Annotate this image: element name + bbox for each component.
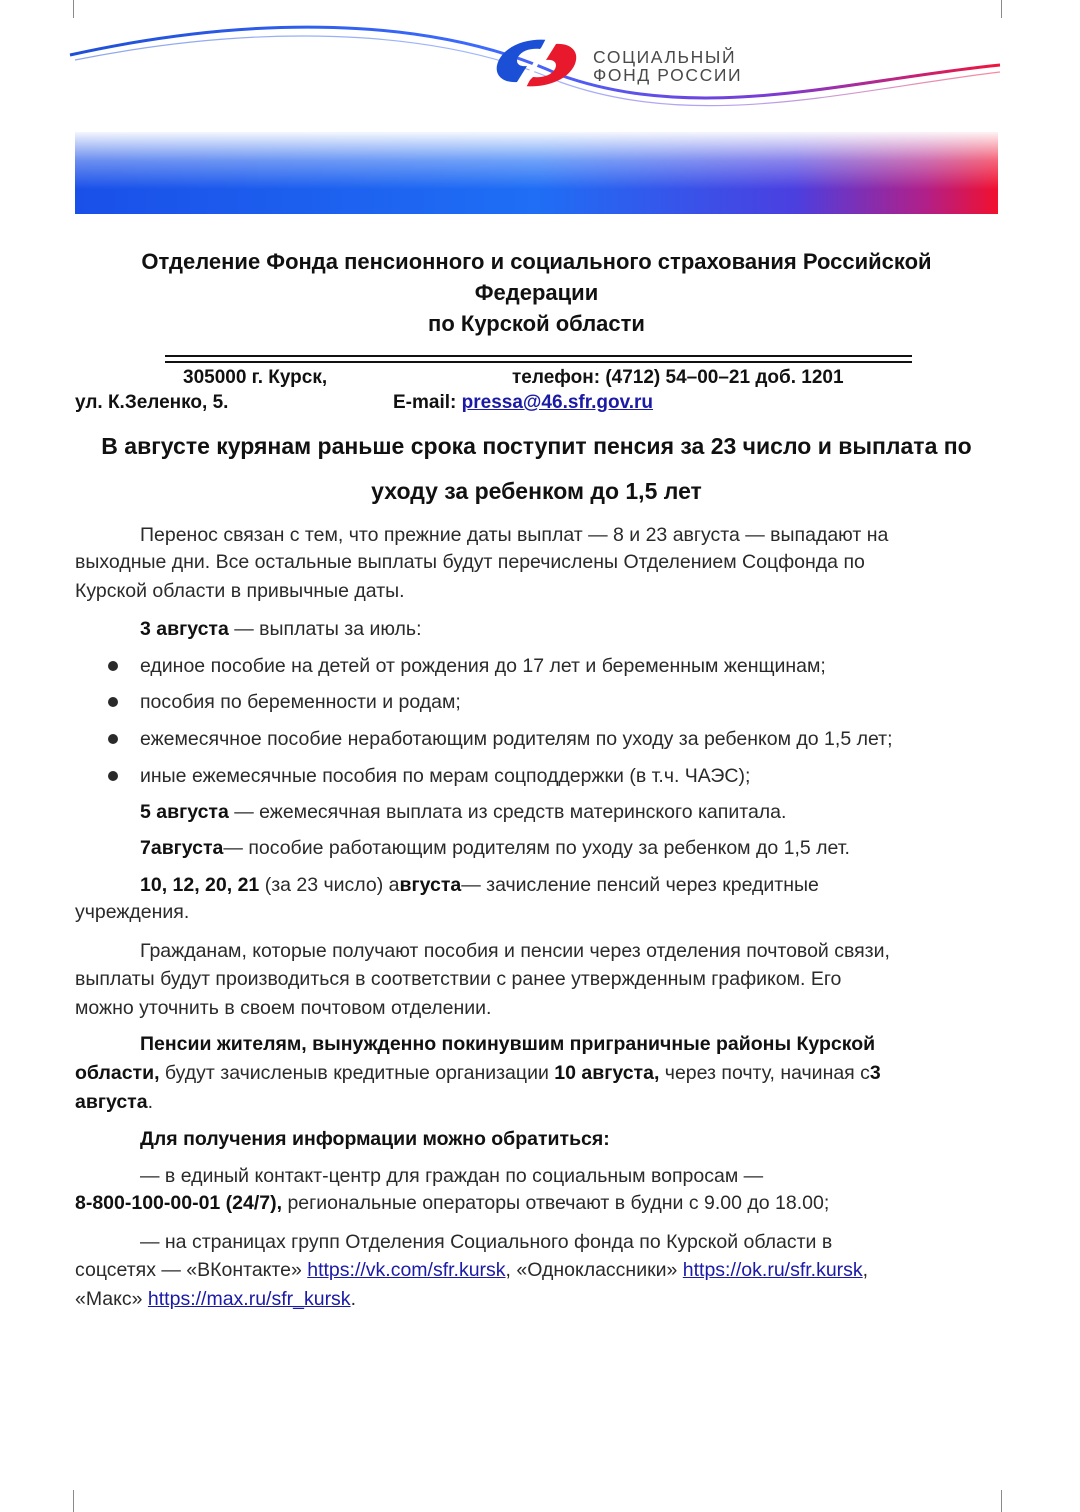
org-line3: по Курской области <box>428 311 645 336</box>
sfr-logo-icon <box>497 40 577 87</box>
aug7-line <box>140 834 850 862</box>
email-line <box>393 392 653 414</box>
social-line2 <box>75 1256 868 1284</box>
header-banner <box>0 0 1080 225</box>
aug7-text: — пособие работающим родителям по уходу за ребенком до 1,5 лет. <box>223 837 850 859</box>
email-label: E-mail: <box>393 392 457 413</box>
border-end: . <box>147 1091 153 1113</box>
post-line1: Гражданам, которые получают пособия и пенсии через отделения почтовой связи, <box>140 940 890 962</box>
bullet-icon <box>108 734 118 744</box>
aug5-line <box>140 798 786 826</box>
list-item: единое пособие на детей от рождения до 17 лет и беременным женщинам; <box>140 655 826 677</box>
org-line1: Отделение Фонда пенсионного и социального страхования Российской <box>141 249 932 274</box>
bullet-icon <box>108 661 118 671</box>
contact-line2 <box>75 1189 829 1217</box>
ok-link[interactable]: https://ok.ru/sfr.kursk <box>682 1259 863 1281</box>
border-bold2: области, <box>75 1062 160 1084</box>
list-item: иные ежемесячные пособия по мерам соцподдержки (в т.ч. ЧАЭС); <box>140 765 751 787</box>
vk-link[interactable]: https://vk.com/sfr.kursk <box>307 1259 506 1281</box>
pensions-month: вгуста <box>399 874 462 896</box>
border-text3: через почту, начиная с <box>659 1062 870 1084</box>
pensions-line2: учреждения. <box>75 901 190 923</box>
phone-number: телефон: (4712) 54–00–21 доб. 1201 <box>512 367 844 388</box>
logo-wordmark <box>593 48 793 84</box>
max-link[interactable]: https://max.ru/sfr_kursk <box>147 1288 351 1310</box>
crop-mark <box>73 1490 74 1512</box>
social-text-b: , «Одноклассники» <box>505 1259 683 1281</box>
social-line3 <box>75 1285 356 1313</box>
social-text-e: . <box>350 1288 356 1310</box>
aug3-line <box>140 615 422 643</box>
post-line3: можно уточнить в своем почтовом отделении. <box>75 997 492 1019</box>
list-item: ежемесячное пособие неработающим родителям по уходу за ребенком до 1,5 лет; <box>140 728 893 750</box>
logo-line1: СОЦИАЛЬНЫЙ <box>593 47 737 67</box>
crop-mark <box>1001 1490 1002 1512</box>
pensions-text: — зачисление пенсий через кредитные <box>461 874 819 896</box>
pensions-paren: (за 23 число) а <box>259 874 400 896</box>
headline-line2: уходу за ребенком до 1,5 лет <box>371 478 702 504</box>
logo-line2: ФОНД РОССИИ <box>593 65 743 85</box>
social-line1: — на страницах групп Отделения Социального фонда по Курской области в <box>140 1231 833 1253</box>
intro-line3: Курской области в привычные даты. <box>75 580 405 602</box>
headline-line1: В августе курянам раньше срока поступит пенсия за 23 число и выплата по <box>101 433 972 459</box>
email-link[interactable]: pressa@46.sfr.gov.ru <box>461 392 654 413</box>
border-line3 <box>75 1088 153 1116</box>
border-line2 <box>75 1059 881 1087</box>
aug3-text: — выплаты за июль: <box>228 618 422 640</box>
divider-rule <box>165 355 912 363</box>
aug5-text: — ежемесячная выплата из средств материнского капитала. <box>228 801 787 823</box>
bullet-icon <box>108 771 118 781</box>
street-address: ул. К.Зеленко, 5. <box>75 392 229 413</box>
aug3-date: 3 августа <box>140 618 229 640</box>
hotline-phone: 8-800-100-00-01 (24/7), <box>75 1192 283 1214</box>
hotline-hours: региональные операторы отвечают в будни с 9.00 до 18.00; <box>282 1192 830 1214</box>
list-item: пособия по беременности и родам; <box>140 691 461 713</box>
border-bold3: 10 августа, <box>554 1062 660 1084</box>
post-line2: выплаты будут производиться в соответствии с ранее утвержденным графиком. Его <box>75 968 842 990</box>
intro-line1: Перенос связан с тем, что прежние даты выплат — 8 и 23 августа — выпадают на <box>140 524 889 546</box>
org-line2: Федерации <box>474 280 599 305</box>
pensions-dates: 10, 12, 20, 21 <box>140 874 260 896</box>
social-text-c: , <box>862 1259 869 1281</box>
info-title: Для получения информации можно обратиться: <box>140 1128 610 1150</box>
border-line1 <box>140 1030 875 1058</box>
aug7-date: 7августа <box>140 837 224 859</box>
info-title-line <box>140 1125 610 1153</box>
border-bold4: 3 <box>869 1062 881 1084</box>
social-text-a: соцсетях — «ВКонтакте» <box>75 1259 308 1281</box>
social-text-d: «Макс» <box>75 1288 148 1310</box>
pensions-line1 <box>140 871 819 899</box>
aug5-date: 5 августа <box>140 801 229 823</box>
postal-address: 305000 г. Курск, <box>183 367 328 388</box>
org-heading <box>75 246 998 339</box>
border-bold1: Пенсии жителям, вынужденно покинувшим приграничные районы Курской <box>140 1033 876 1055</box>
intro-line2: выходные дни. Все остальные выплаты будут перечислены Отделением Соцфонда по <box>75 551 865 573</box>
contact-line1: — в единый контакт-центр для граждан по социальным вопросам — <box>140 1165 764 1187</box>
border-text2: будут зачисленыв кредитные организации <box>159 1062 555 1084</box>
bullet-icon <box>108 697 118 707</box>
border-bold5: августа <box>75 1091 148 1113</box>
